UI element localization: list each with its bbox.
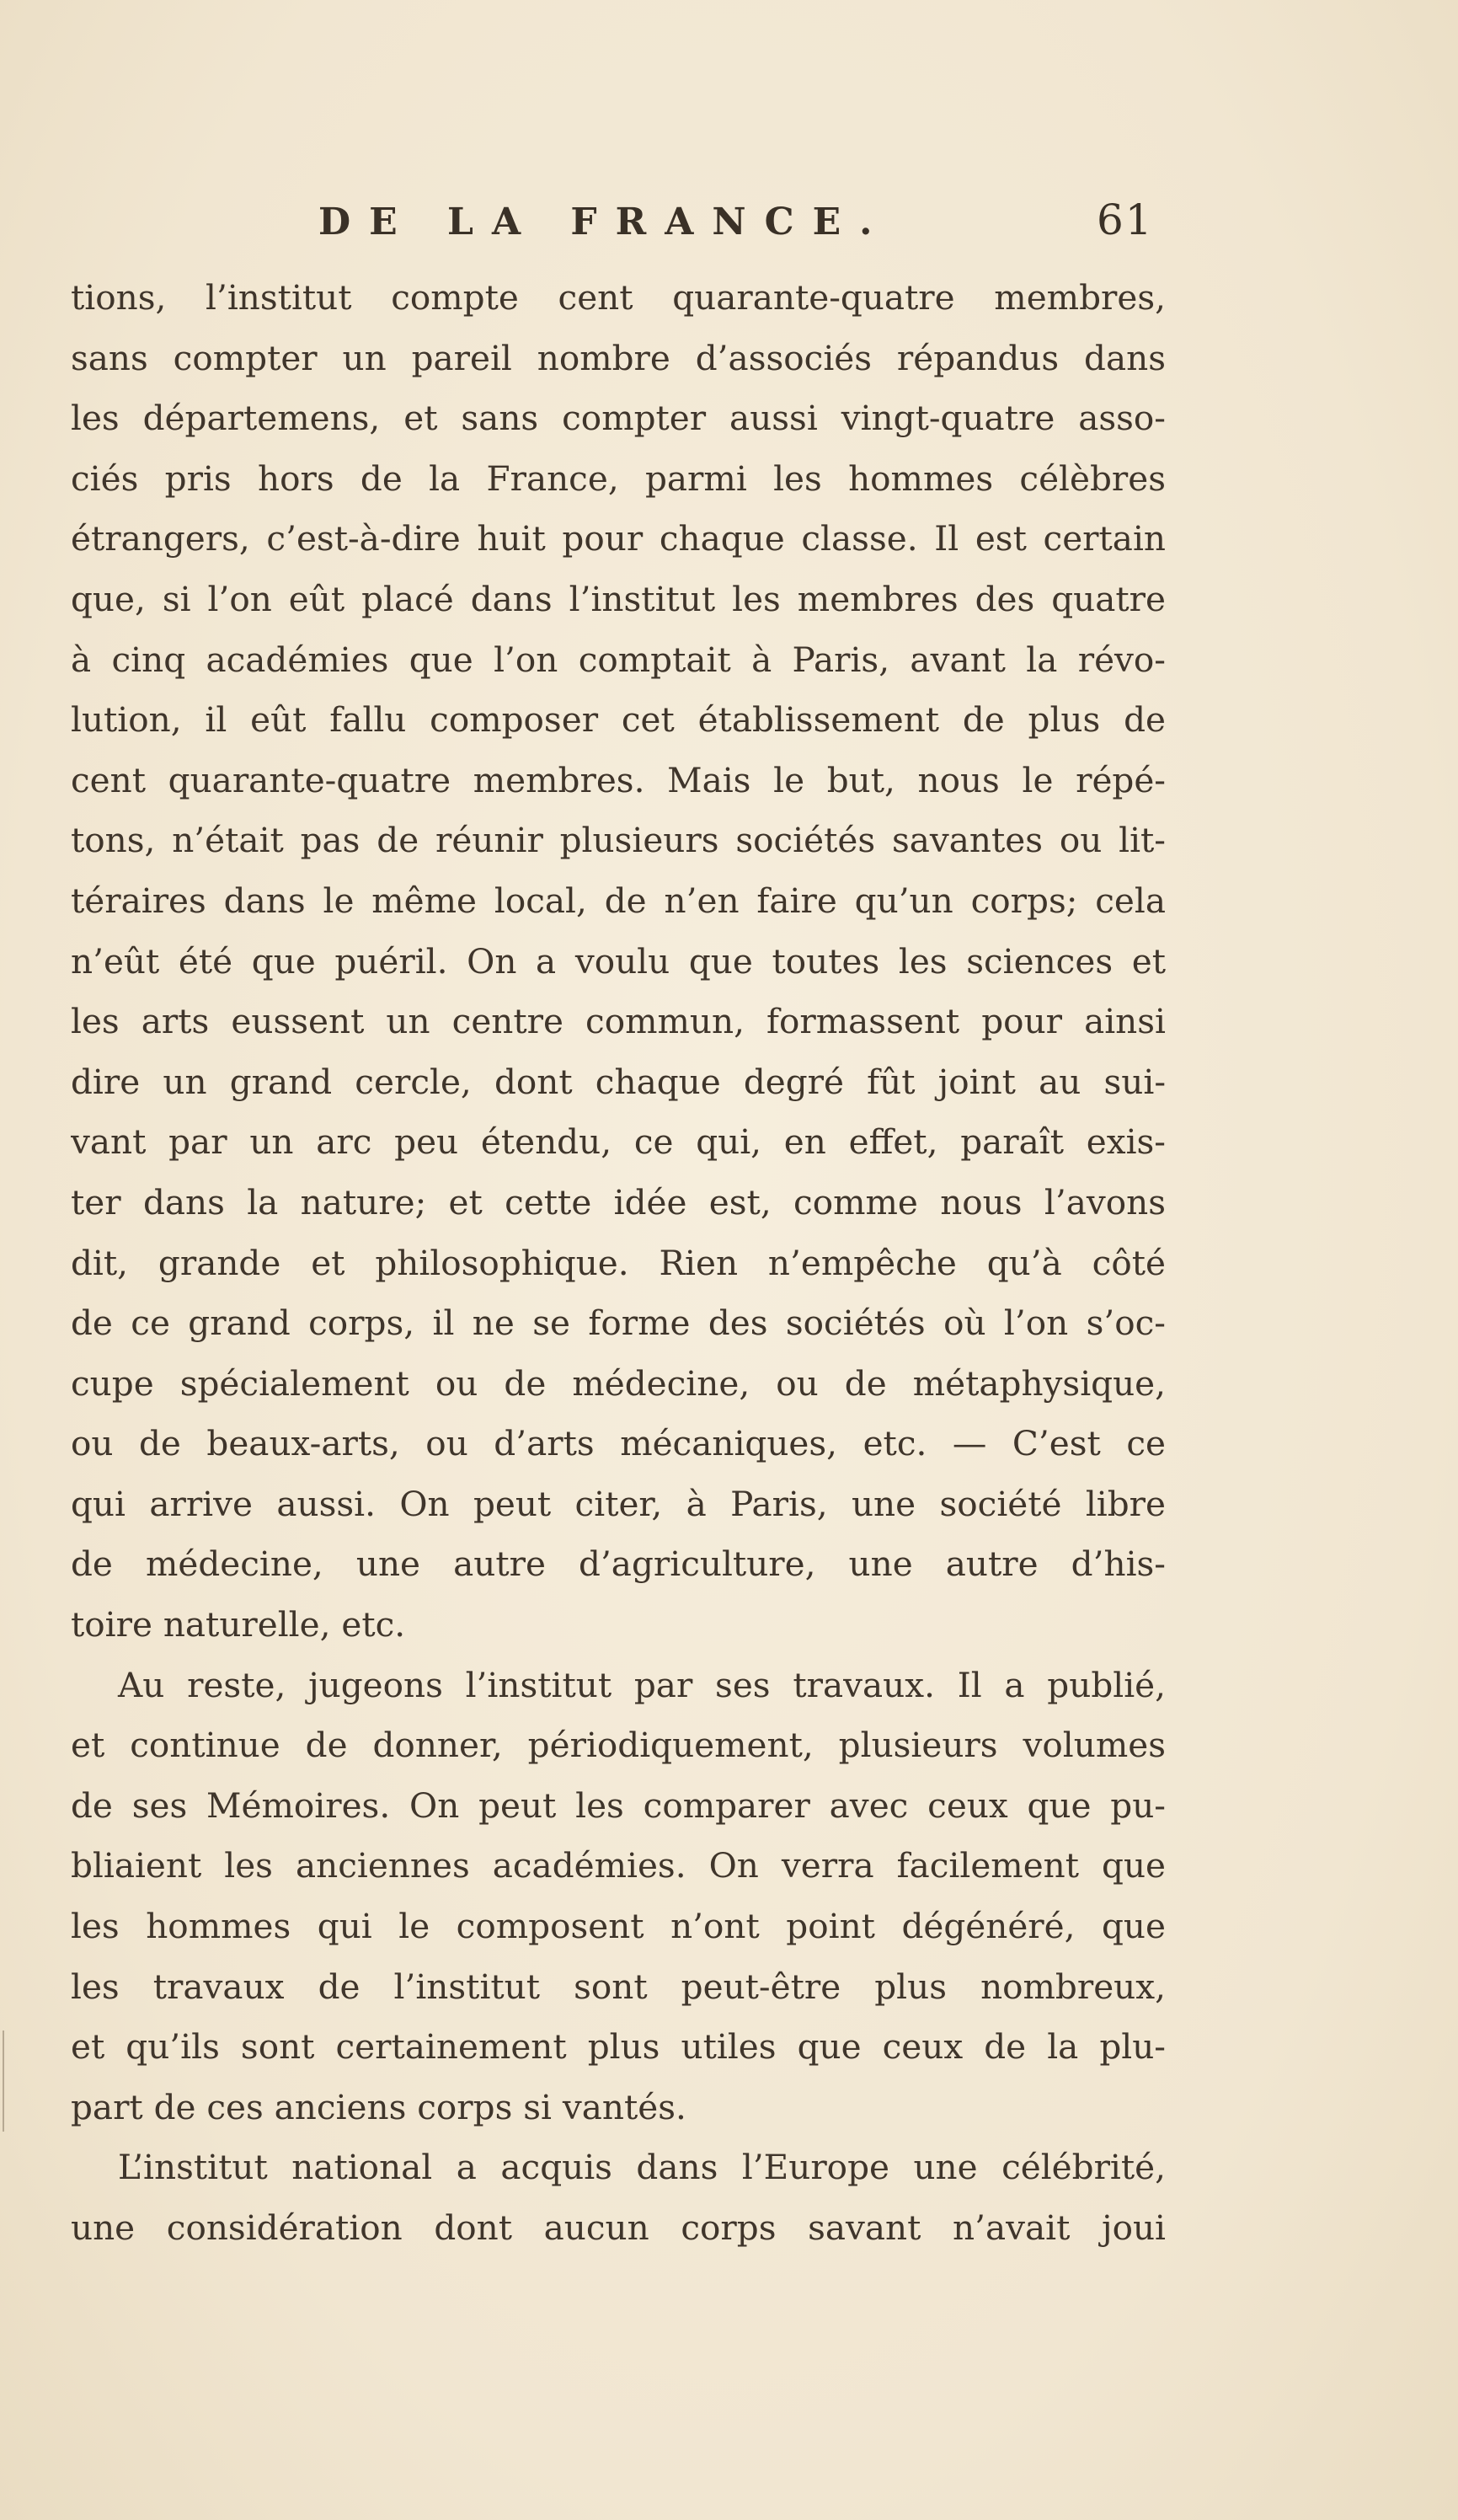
text-line: cent quarante-quatre membres. Mais le but, nous le répé- — [71, 759, 1166, 800]
text-line: ter dans la nature; et cette idée est, comme nous l’avons — [71, 1181, 1166, 1223]
text-line: lution, il eût fallu composer cet établissement de plus de — [71, 699, 1166, 741]
paragraph — [71, 1656, 1166, 2138]
text-line: L’institut national a acquis dans l’Europe une célébrité, — [118, 2147, 1166, 2188]
text-line: vant par un arc peu étendu, ce qui, en effet, paraît exis- — [71, 1121, 1166, 1163]
running-head: DE LA FRANCE. — [318, 201, 891, 243]
text-line: tions, l’institut compte cent quarante-quatre membres, — [71, 277, 1166, 318]
text-line: toire naturelle, etc. — [71, 1604, 406, 1645]
text-line: et continue de donner, périodiquement, plusieurs volumes — [71, 1725, 1166, 1766]
text-line: une considération dont aucun corps savant n’avait joui — [71, 2207, 1166, 2248]
text-line: ou de beaux-arts, ou d’arts mécaniques, etc. — C’est ce — [71, 1423, 1166, 1464]
page-header — [0, 195, 1458, 259]
paragraph — [71, 268, 1166, 1656]
page-number: 61 — [1097, 195, 1154, 244]
text-line: cupe spécialement ou de médecine, ou de métaphysique, — [71, 1362, 1166, 1404]
text-line: Au reste, jugeons l’institut par ses travaux. Il a publié, — [118, 1664, 1166, 1705]
text-line: à cinq académies que l’on comptait à Paris, avant la révo- — [71, 639, 1166, 680]
text-line: les départemens, et sans compter aussi vingt-quatre asso- — [71, 398, 1166, 439]
page-edge-mark — [3, 2030, 4, 2132]
text-line: de médecine, une autre d’agriculture, une autre d’his- — [71, 1544, 1166, 1585]
paragraph — [71, 2137, 1166, 2258]
text-line: dire un grand cercle, dont chaque degré fût joint au sui- — [71, 1061, 1166, 1102]
text-line: n’eût été que puéril. On a voulu que toutes les sciences et — [71, 940, 1166, 982]
text-line: les arts eussent un centre commun, formassent pour ainsi — [71, 1001, 1166, 1042]
text-line: les travaux de l’institut sont peut-être plus nombreux, — [71, 1966, 1166, 2007]
text-line: de ce grand corps, il ne se forme des sociétés où l’on s’oc- — [71, 1303, 1166, 1344]
text-line: bliaient les anciennes académies. On verra facilement que — [71, 1845, 1166, 1886]
text-line: téraires dans le même local, de n’en faire qu’un corps; cela — [71, 880, 1166, 921]
text-line: part de ces anciens corps si vantés. — [71, 2086, 686, 2127]
text-line: les hommes qui le composent n’ont point dégénéré, que — [71, 1906, 1166, 1947]
text-line: ciés pris hors de la France, parmi les hommes célèbres — [71, 457, 1166, 499]
body-text — [71, 268, 1166, 2259]
text-line: que, si l’on eût placé dans l’institut les membres des quatre — [71, 578, 1166, 619]
text-line: sans compter un pareil nombre d’associés répandus dans — [71, 337, 1166, 378]
text-line: de ses Mémoires. On peut les comparer avec ceux que pu- — [71, 1784, 1166, 1826]
text-line: dit, grande et philosophique. Rien n’empêche qu’à côté — [71, 1242, 1166, 1283]
text-line: qui arrive aussi. On peut citer, à Paris, une société libre — [71, 1483, 1166, 1524]
text-line: et qu’ils sont certainement plus utiles que ceux de la plu- — [71, 2026, 1166, 2068]
text-line: tons, n’était pas de réunir plusieurs sociétés savantes ou lit- — [71, 820, 1166, 861]
text-line: étrangers, c’est-à-dire huit pour chaque classe. Il est certain — [71, 518, 1166, 559]
